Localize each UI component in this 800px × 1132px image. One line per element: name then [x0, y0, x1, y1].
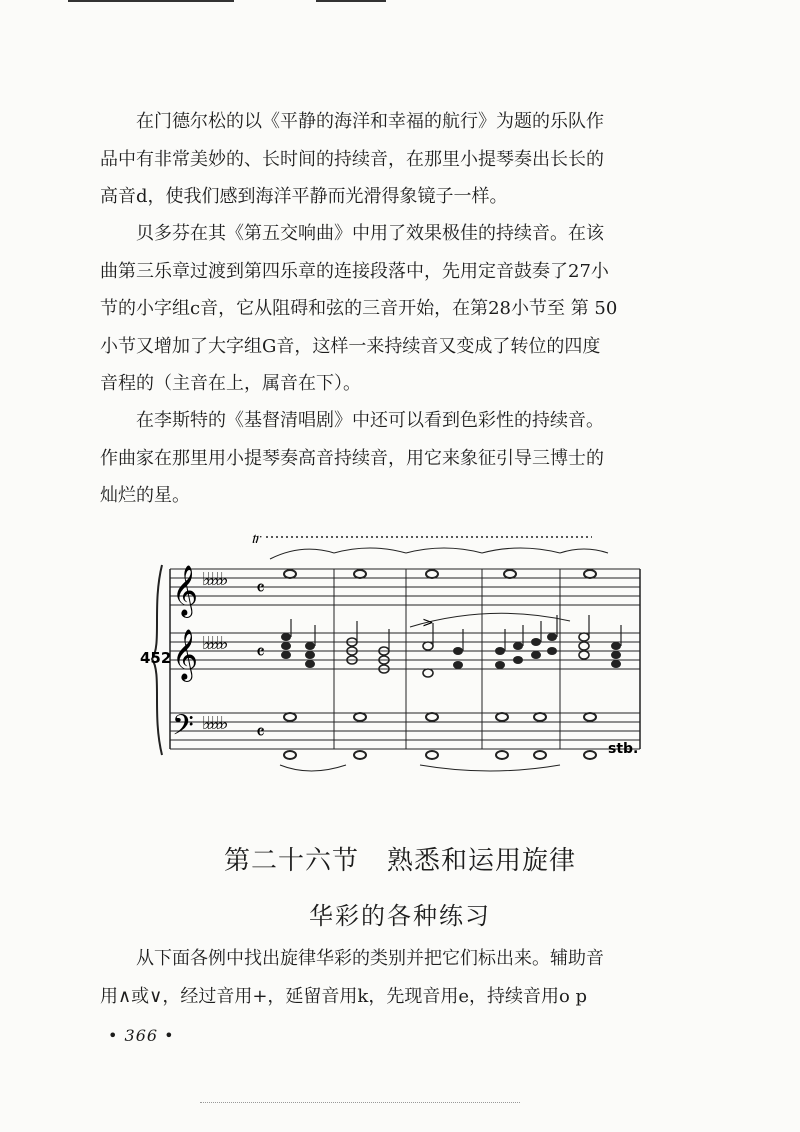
accent-mark: > [422, 615, 434, 631]
paragraph-mendelssohn [100, 103, 688, 216]
example-number: 452 [140, 649, 172, 667]
staff-top [170, 569, 640, 605]
trill-mark: 𝆖 [252, 528, 262, 547]
key-signature-top: ♭♭♭♭♭ [202, 569, 225, 590]
score-svg [140, 515, 680, 775]
text-line: 节的小字组c音，它从阻碍和弦的三音开始，在第28小节至 第 50 [100, 298, 618, 319]
paragraph-beethoven [100, 215, 688, 403]
paragraph-exercise [100, 940, 688, 1015]
text-line: 贝多芬在其《第五交响曲》中用了效果极佳的持续音。在该 [136, 223, 604, 244]
text-line: 品中有非常美妙的、长时间的持续音，在那里小提琴奏出长长的 [100, 148, 604, 170]
dynamic-stb: stb. [608, 741, 639, 757]
text-line: 从下面各例中找出旋律华彩的类别并把它们标出来。辅助音 [136, 948, 604, 969]
section-number: 第二十六节 [223, 846, 359, 876]
chords-middle [281, 633, 621, 677]
text-line: 在门德尔松的以《平静的海洋和幸福的航行》为题的乐队作 [136, 111, 604, 132]
text-line: 灿烂的星。 [100, 485, 190, 506]
text-line: 音程的（主音在上，属音在下）。 [100, 373, 361, 394]
treble-clef-middle: 𝄞 [172, 629, 199, 680]
whole-notes-top [284, 570, 596, 578]
subheading: 华彩的各种练习 [309, 902, 491, 930]
time-signature-top: 𝄴 [256, 576, 265, 600]
music-example-452 [140, 515, 680, 775]
bass-clef: 𝄢 [172, 709, 194, 749]
scan-artifact-bottom [200, 1102, 520, 1109]
text-line: 高音d，使我们感到海洋平静而光滑得象镜子一样。 [100, 186, 508, 207]
text-line: 作曲家在那里用小提琴奏高音持续音，用它来象征引导三博士的 [100, 447, 604, 469]
staff-bottom [170, 713, 640, 749]
scan-artifact-top-left [68, 0, 234, 2]
section-heading [0, 840, 800, 877]
paragraph-liszt [100, 402, 688, 515]
text-line: 用∧或∨，经过音用+，延留音用k，先现音用e，持续音用o p [100, 985, 588, 1007]
text-line: 在李斯特的《基督清唱剧》中还可以看到色彩性的持续音。 [136, 410, 604, 431]
page-number: • 366 • [108, 1026, 175, 1045]
treble-clef-top: 𝄞 [172, 565, 199, 616]
time-signature-middle: 𝄴 [256, 640, 265, 664]
text-line: 小节又增加了大字组G音，这样一来持续音又变成了转位的四度 [100, 335, 601, 357]
time-signature-bottom: 𝄴 [256, 720, 265, 744]
whole-notes-bottom [284, 713, 596, 759]
key-signature-bottom: ♭♭♭♭♭ [202, 713, 225, 734]
text-line: 曲第三乐章过渡到第四乐章的连接段落中，先用定音鼓奏了27小 [100, 260, 609, 282]
key-signature-middle: ♭♭♭♭♭ [202, 633, 225, 654]
scan-artifact-top-right [316, 0, 386, 2]
section-title: 熟悉和运用旋律 [387, 846, 577, 876]
staff-middle [170, 633, 640, 669]
